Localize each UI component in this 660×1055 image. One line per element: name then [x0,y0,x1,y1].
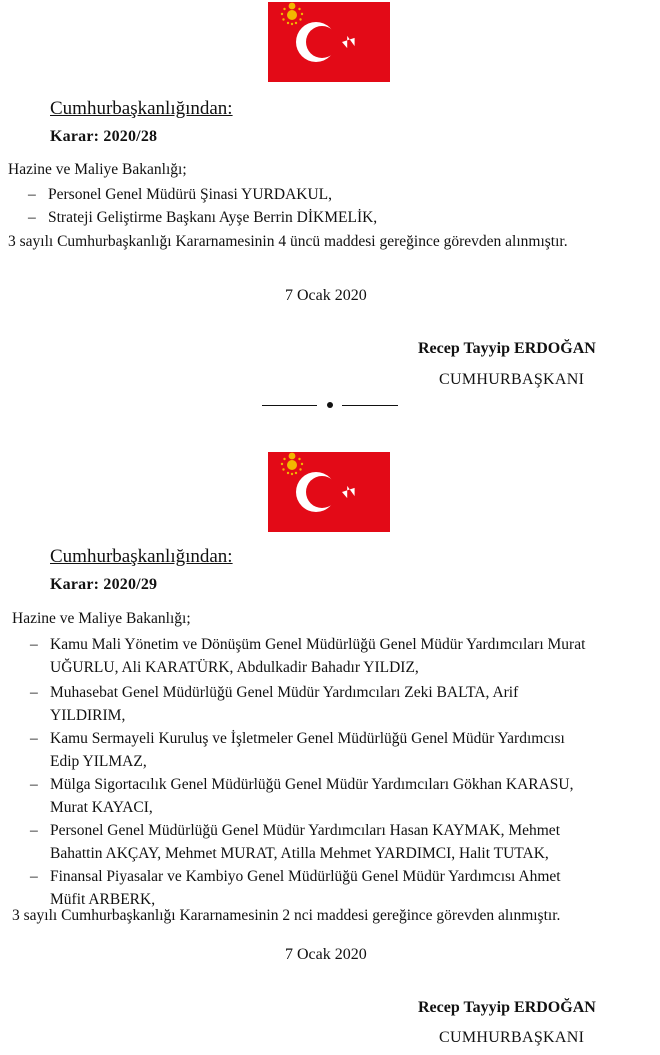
decree1-signer-title: CUMHURBAŞKANI [439,371,585,388]
decree2-item-line: Finansal Piyasalar ve Kambiyo Genel Müdürlüğü Genel Müdür Yardımcısı Ahmet [50,868,561,885]
decree1-ministry: Hazine ve Maliye Bakanlığı; [8,161,187,178]
decree2-ministry: Hazine ve Maliye Bakanlığı; [12,610,191,627]
list-dash: – [30,684,38,701]
decree2-item-line: Murat KAYACI, [50,799,153,816]
decree2-heading: Cumhurbaşkanlığından: [50,546,233,567]
list-dash: – [30,636,38,653]
decree1-item [28,186,332,204]
section-separator [262,398,400,410]
turkish-flag-emblem [268,452,390,532]
decree2-item-line: Müfit ARBERK, [50,891,156,908]
decree2-item [30,819,645,865]
decree1-item [28,209,377,227]
list-dash: – [30,822,38,839]
decree2-item [30,633,645,679]
list-dash: – [30,730,38,747]
decree2-item-line: YILDIRIM, [50,707,126,724]
decree2-item-line: Edip YILMAZ, [50,753,147,770]
decree2-item-line: Mülga Sigortacılık Genel Müdürlüğü Genel Müdür Yardımcıları Gökhan KARASU, [50,776,574,793]
decree2-item [30,681,645,727]
decree1-closing: 3 sayılı Cumhurbaşkanlığı Kararnamesinin 4 üncü maddesi gereğince görevden alınmıştır. [8,233,568,250]
crescent-star-icon [268,2,390,82]
decree1-item-text: Personel Genel Müdürü Şinasi YURDAKUL, [48,186,332,203]
turkish-flag-emblem [268,2,390,82]
decree2-item [30,865,645,911]
decree2-item-line: Kamu Sermayeli Kuruluş ve İşletmeler Genel Müdürlüğü Genel Müdür Yardımcısı [50,730,565,747]
decree1-heading: Cumhurbaşkanlığından: [50,98,233,119]
list-dash: – [28,186,36,203]
decree2-item-line: Bahattin AKÇAY, Mehmet MURAT, Atilla Mehmet YARDIMCI, Halit TUTAK, [50,845,549,862]
decree2-date: 7 Ocak 2020 [285,946,367,963]
decree1-signer-name: Recep Tayyip ERDOĞAN [418,340,596,357]
decree2-signer-name: Recep Tayyip ERDOĞAN [418,999,596,1016]
decree2-number: Karar: 2020/29 [50,576,158,593]
list-dash: – [30,868,38,885]
decree2-item-line: Personel Genel Müdürlüğü Genel Müdür Yardımcıları Hasan KAYMAK, Mehmet [50,822,560,839]
decree2-item [30,773,645,819]
decree1-item-text: Strateji Geliştirme Başkanı Ayşe Berrin DİKMELİK, [48,209,378,226]
decree1-date: 7 Ocak 2020 [285,287,367,304]
list-dash: – [30,776,38,793]
list-dash: – [28,209,36,226]
decree2-signer-title: CUMHURBAŞKANI [439,1029,585,1046]
crescent-star-icon [268,452,390,532]
decree2-closing: 3 sayılı Cumhurbaşkanlığı Kararnamesinin 2 nci maddesi gereğince görevden alınmıştır. [12,907,561,924]
decree2-item-line: Muhasebat Genel Müdürlüğü Genel Müdür Yardımcıları Zeki BALTA, Arif [50,684,519,701]
decree2-item [30,727,645,773]
decree2-item-line: UĞURLU, Ali KARATÜRK, Abdulkadir Bahadır YILDIZ, [50,659,419,676]
decree2-item-line: Kamu Mali Yönetim ve Dönüşüm Genel Müdürlüğü Genel Müdür Yardımcıları Murat [50,636,586,653]
decree1-number: Karar: 2020/28 [50,128,158,145]
